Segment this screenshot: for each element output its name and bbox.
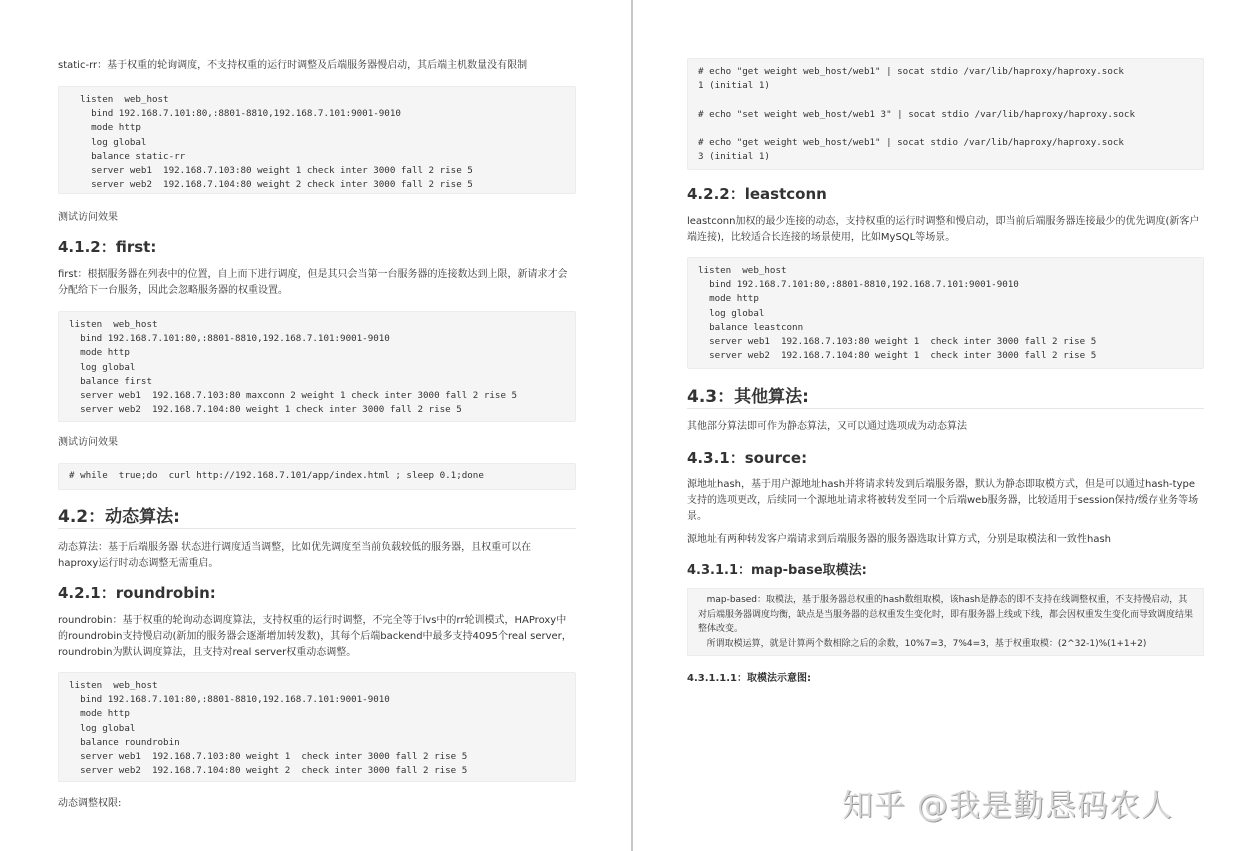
test-label: 测试访问效果	[58, 212, 118, 223]
code-block-leastconn: listen web_host bind 192.168.7.101:80,:8801-8810,192.168.7.101:9001-9010 mode http log global balance leastconn server web1 192.168.7.103:80 weight 1 check inter 3000 fall 2 rise 5 server web2 192.168.7.104:80 weight 1 check inter 3000 fall 2 rise 5	[687, 257, 1204, 369]
heading-leastconn: 4.2.2：leastconn	[687, 185, 827, 203]
code-block-static-rr: listen web_host bind 192.168.7.101:80,:8801-8810,192.168.7.101:9001-9010 mode http log global balance static-rr server web1 192.168.7.103:80 weight 1 check inter 3000 fall 2 rise 5 server web2 192.168.7.104:80 weight 2 check inter 3000 fall 2 rise 5	[58, 86, 576, 194]
map-base-note: map-based：取模法，基于服务器总权重的hash数组取模，该hash是静态的即不支持在线调整权重，不支持慢启动，其对后端服务器调度均衡，缺点是当服务器的总权重发生变化时，即有服务器上线或下线，都会因权重发生变化而导致调度结果整体改变。	[698, 595, 1194, 634]
dynamic-weight-label: 动态调整权限:	[58, 798, 122, 809]
source-methods-description: 源地址有两种转发客户端请求到后端服务器的服务器选取计算方式，分别是取模法和一致性hash	[687, 534, 1112, 545]
code-block-socat: # echo "get weight web_host/web1" | socat stdio /var/lib/haproxy/haproxy.sock 1 (initial 1) # echo "set weight web_host/web1 3" | socat stdio /var/lib/haproxy/haproxy.sock # echo "get weight web_host/web1" | socat stdio /var/lib/haproxy/haproxy.sock 3 (initial 1)	[687, 58, 1204, 170]
heading-first: 4.1.2：first:	[58, 238, 157, 256]
zhihu-watermark: 知乎 @我是勤恳码农人	[842, 788, 1173, 824]
leastconn-description: leastconn加权的最少连接的动态，支持权重的运行时调整和慢启动，即当前后端服务器连接最少的优先调度(新客户端连接)，比较适合长连接的场景使用，比如MySQL等场景。	[687, 216, 1200, 243]
heading-other-algorithms: 4.3：其他算法:	[687, 387, 809, 407]
heading-map-base: 4.3.1.1：map-base取模法:	[687, 563, 867, 578]
heading-source: 4.3.1：source:	[687, 449, 808, 467]
heading-rule	[687, 408, 1204, 409]
first-description: first：根据服务器在列表中的位置，自上而下进行调度，但是其只会当第一台服务器的连接数达到上限，新请求才会分配给下一台服务，因此会忽略服务器的权重设置。	[58, 269, 568, 296]
heading-dynamic-algorithms: 4.2：动态算法:	[58, 507, 180, 527]
heading-map-base-diagram: 4.3.1.1.1：取模法示意图:	[687, 673, 811, 684]
modulo-note: 所谓取模运算，就是计算两个数相除之后的余数，10%7=3，7%4=3，基于权重取模：(2^32-1)%(1+1+2)	[698, 638, 1147, 649]
code-block-roundrobin: listen web_host bind 192.168.7.101:80,:8801-8810,192.168.7.101:9001-9010 mode http log global balance roundrobin server web1 192.168.7.103:80 weight 1 check inter 3000 fall 2 rise 5 server web2 192.168.7.104:80 weight 2 check inter 3000 fall 2 rise 5	[58, 672, 576, 782]
static-rr-description: static-rr：基于权重的轮询调度，不支持权重的运行时调整及后端服务器慢启动，其后端主机数量没有限制	[58, 60, 528, 71]
source-description: 源地址hash，基于用户源地址hash并将请求转发到后端服务器，默认为静态即取模方式，但是可以通过hash-type支持的选项更改，后续同一个源地址请求将被转发至同一个后端web服务器，比较适用于session保持/缓存业务等场景。	[687, 479, 1199, 522]
heading-roundrobin: 4.2.1：roundrobin:	[58, 584, 216, 602]
heading-rule	[58, 528, 576, 529]
dynamic-description: 动态算法：基于后端服务器 状态进行调度适当调整，比如优先调度至当前负载较低的服务器，且权重可以在haproxy运行时动态调整无需重启。	[58, 542, 532, 569]
roundrobin-description: roundrobin：基于权重的轮询动态调度算法，支持权重的运行时调整，不完全等于lvs中的rr轮训模式，HAProxy中的roundrobin支持慢启动(新加的服务器会逐渐增加转发数)，其每个后端backend中最多支持4095个real server，roundrobin为默认调度算法，且支持对real server权重动态调整。	[58, 615, 572, 658]
other-description: 其他部分算法即可作为静态算法，又可以通过选项成为动态算法	[687, 421, 967, 432]
code-block-first: listen web_host bind 192.168.7.101:80,:8801-8810,192.168.7.101:9001-9010 mode http log global balance first server web1 192.168.7.103:80 maxconn 2 weight 1 check inter 3000 fall 2 rise 5 server web2 192.168.7.104:80 weight 1 check inter 3000 fall 2 rise 5	[58, 311, 576, 422]
code-block-curl: # while true;do curl http://192.168.7.101/app/index.html ; sleep 0.1;done	[58, 463, 576, 490]
map-base-note-block	[687, 588, 1204, 656]
right-page	[633, 0, 1252, 851]
test-label: 测试访问效果	[58, 437, 118, 448]
